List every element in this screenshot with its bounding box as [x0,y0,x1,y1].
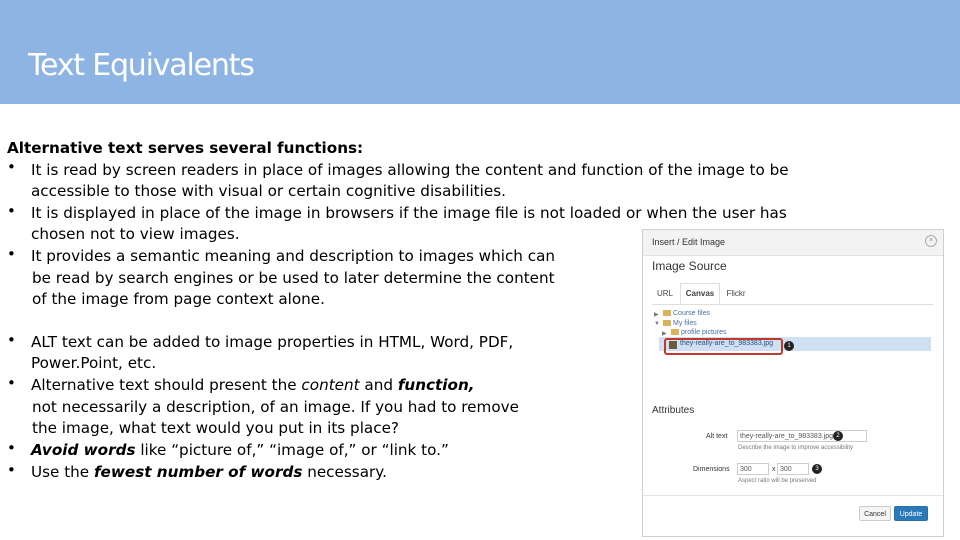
folder-icon [663,320,671,326]
bullet-text: the image, what text would you put in its place? [32,419,399,437]
text-run: like “picture of,” “image of,” or “link to.” [135,441,449,459]
attributes-heading: Attributes [652,405,695,416]
width-input[interactable]: 300 [737,463,769,475]
bullet-dot: • [7,158,16,176]
dimensions-label: Dimensions [693,466,730,473]
text-run: Use the [31,463,94,481]
emphasis-fewest-words: fewest number of words [93,463,303,481]
dialog-title: Insert / Edit Image [652,237,726,247]
alt-text-label: Alt text [706,433,728,440]
chevron-right-icon[interactable]: ▶ [654,312,659,318]
emphasis-avoid-words: Avoid words [31,441,136,459]
bullet-dot: • [7,245,16,263]
section-heading: Alternative text serves several functions: [7,139,364,157]
folder-icon [671,329,679,335]
height-input[interactable]: 300 [777,463,809,475]
chevron-down-icon[interactable]: ▼ [654,321,660,327]
footer-divider [643,495,943,496]
bullet-text: not necessarily a description, of an image. If you had to remove [32,398,519,416]
bullet-text: be read by search engines or be used to later determine the content [32,269,555,287]
bullet-text: It is read by screen readers in place of images allowing the content and function of the image to be [31,161,789,179]
bullet-text: Power.Point, etc. [31,354,157,372]
bullet-text: It provides a semantic meaning and description to images which can [31,247,556,265]
bullet-text: accessible to those with visual or certain cognitive disabilities. [31,182,506,200]
bullet-text: It is displayed in place of the image in browsers if the image file is not loaded or when the user has [31,204,787,222]
dimension-separator: x [772,466,776,473]
update-button[interactable]: Update [894,506,928,521]
tree-item-label: Course files [673,310,710,317]
text-run: necessary. [302,463,387,481]
tree-item-label: profile pictures [681,329,727,336]
tab-canvas[interactable]: Canvas [680,283,720,304]
insert-image-dialog [642,229,944,537]
bullet-text: ALT text can be added to image properties in HTML, Word, PDF, [31,333,514,351]
alt-text-input[interactable]: they-really-are_to_983383.jpg [737,430,867,442]
bullet-text [31,440,449,462]
text-run: and [359,376,398,394]
selected-file-name[interactable]: they-really-are_to_983383.jpg [680,340,774,347]
close-icon[interactable]: × [925,235,937,247]
bullet-dot: • [7,461,16,479]
emphasis-function: function, [397,376,475,394]
bullet-dot: • [7,439,16,457]
tree-item-profile-pictures[interactable] [671,329,727,336]
bullet-text [31,375,475,397]
tree-item-label: My files [673,320,697,327]
aspect-ratio-hint: Aspect ratio will be preserved [738,478,817,484]
bullet-dot: • [7,331,16,349]
emphasis-content: content [301,376,360,394]
tree-item-my-files[interactable] [663,320,697,327]
step-badge-3: 3 [812,464,822,474]
dialog-header [643,230,943,256]
bullet-dot: • [7,202,16,220]
slide-title: Text Equivalents [28,48,254,83]
alt-text-hint: Describe the image to improve accessibility [738,445,854,451]
bullet-dot: • [7,374,16,392]
source-tabs [652,284,933,305]
tab-flickr[interactable]: Flickr [726,289,746,298]
file-thumbnail-icon [669,341,677,349]
tab-url[interactable]: URL [656,289,673,298]
step-badge-1: 1 [784,341,794,351]
text-run: Alternative text should present the [31,376,302,394]
bullet-text [31,462,387,484]
tree-item-course-files[interactable] [663,310,710,317]
step-badge-2: 2 [833,431,843,441]
bullet-text: of the image from page context alone. [32,290,325,308]
bullet-text: chosen not to view images. [31,225,240,243]
cancel-button[interactable]: Cancel [859,506,891,521]
image-source-heading: Image Source [652,259,727,273]
chevron-right-icon[interactable]: ▶ [662,331,667,337]
folder-icon [663,310,671,316]
